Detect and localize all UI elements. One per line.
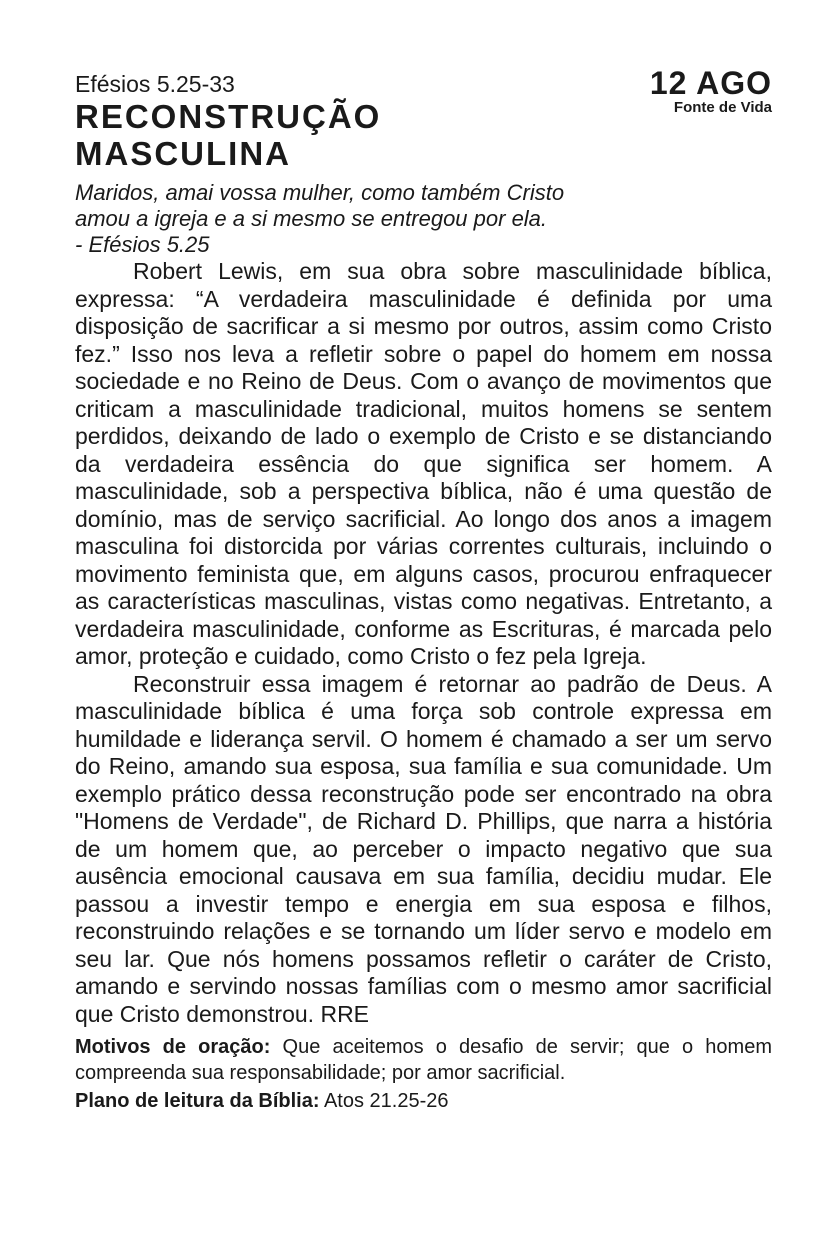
key-verse (75, 180, 772, 258)
date-block (650, 66, 772, 116)
reading-plan-label: Plano de leitura da Bíblia: (75, 1090, 320, 1112)
date: 12 AGO (649, 65, 772, 101)
reading-plan-text: Atos 21.25-26 (319, 1090, 449, 1112)
title-line: RECONSTRUÇÃO (75, 98, 382, 135)
prayer-topics (75, 1034, 772, 1086)
verse-citation: - Efésios 5.25 (75, 232, 210, 257)
verse-line: amou a igreja e a si mesmo se entregou por ela. (75, 206, 548, 231)
devotional-page (75, 66, 772, 1114)
paragraph: Reconstruir essa imagem é retornar ao padrão de Deus. A masculinidade bíblica é uma força sob controle expressa em humildade e liderança servil. O homem é chamado a ser um servo do Reino, amando sua esposa, sua família e sua comunidade. Um exemplo prático dessa reconstrução pode ser encontrado na obra "Homens de Verdade", de Richard D. Phillips, que narra a história de um homem que, ao perceber o impacto negativo que sua ausência emocional causava em sua família, decidiu mudar. Ele passou a investir tempo e energia em sua esposa e filhos, reconstruindo relações e se tornando um líder servo e modelo em seu lar. Que nós homens possamos refletir o caráter de Cristo, amando e servindo nossas famílias com o mesmo amor sacrificial que Cristo demonstrou. RRE (75, 670, 772, 1027)
paragraph: Robert Lewis, em sua obra sobre masculinidade bíblica, expressa: “A verdadeira masculinidade é definida por uma disposição de sacrificar a si mesmo por outros, assim como Cristo fez.” Isso nos leva a refletir sobre o papel do homem em nossa sociedade e no Reino de Deus. Com o avanço de movimentos que criticam a masculinidade tradicional, muitos homens se sentem perdidos, deixando de lado o exemplo de Cristo e se distanciando da verdadeira essência do que significa ser homem. A masculinidade, sob a perspectiva bíblica, não é uma questão de domínio, mas de serviço sacrificial. Ao longo dos anos a imagem masculina foi distorcida por várias correntes culturais, incluindo o movimento feminista que, em alguns casos, procurou enfraquecer as características masculinas, vistas como negativas. Entretanto, a verdadeira masculinidade, conforme as Escrituras, é marcada pelo amor, proteção e cuidado, como Cristo o fez pela Igreja. (75, 258, 772, 669)
title-line: MASCULINA (75, 135, 291, 172)
reading-plan (75, 1088, 772, 1114)
scripture-reference: Efésios 5.25-33 (75, 71, 235, 97)
source: Fonte de Vida (673, 99, 772, 116)
body-text (75, 258, 772, 1028)
verse-line: Maridos, amai vossa mulher, como também Cristo (75, 180, 565, 205)
header (75, 66, 772, 176)
prayer-text: Que aceitemos o desafio de servir; que o homem compreenda sua responsabilidade; por amor sacrificial. (75, 1036, 772, 1084)
prayer-label: Motivos de oração: (75, 1036, 271, 1058)
page-title (75, 98, 381, 172)
